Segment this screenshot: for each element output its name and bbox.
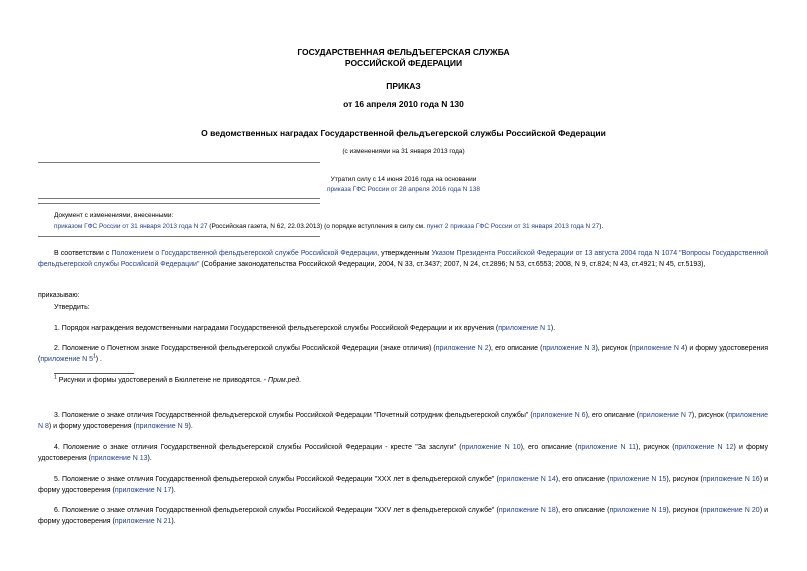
list-item: 4. Положение о знаке отличия Государственной фельдъегерской службы Российской Федерации - кресте "За заслуги" (приложение N 10), его описание (приложение N 11), рисунок (приложение N 12) и форму удостоверения (приложение N 13). <box>38 444 769 462</box>
appendix-link[interactable]: приложение N 13 <box>90 455 148 462</box>
changes-note: (с изменениями на 31 января 2013 года) <box>342 148 465 155</box>
approve-word: Утвердить: <box>54 304 90 311</box>
list-item: 5. Положение о знаке отличия Государственной фельдъегерской службы Российской Федерации "XXX лет в фельдъегерской службе" (приложение N 14), его описание (приложение N 15), рисунок (приложение N 16) и форму удостоверения (приложение N 17). <box>38 476 769 494</box>
appendix-link[interactable]: приложение N 10 <box>461 444 521 451</box>
doc-date-number: от 16 апреля 2010 года N 130 <box>343 99 464 109</box>
appendix-link[interactable]: приложение N 1 <box>498 325 551 332</box>
org-name-line2: РОССИЙСКОЙ ФЕДЕРАЦИИ <box>344 58 463 68</box>
status-line: Утратил силу с 14 июня 2016 года на основании <box>330 176 477 183</box>
list-item: 2. Положение о Почетном знаке Государственной фельдъегерской службы Российской Федерации (знаке отличия) (приложение N 2), его описание (приложение N 3), рисунок (приложение N 4) и форму удостоверения (приложение N $5^1$) . <box>38 345 769 363</box>
footnote: $^1$ Рисунки и формы удостоверений в Бюллетене не приводятся. - Прим.ред. <box>54 374 302 384</box>
footnote-divider <box>54 373 134 374</box>
appendix-link[interactable]: приложение N 5 <box>40 356 93 363</box>
divider <box>38 203 320 204</box>
appendix-link[interactable]: приложение N 17 <box>114 487 172 494</box>
doc-type: ПРИКАЗ <box>386 81 421 91</box>
divider <box>38 236 320 237</box>
appendix-link[interactable]: приложение N 6 <box>532 412 586 419</box>
appendix-link[interactable]: приложение N 20 <box>702 507 760 514</box>
appendix-link[interactable]: приложение N 8 <box>38 412 769 430</box>
doc-title: О ведомственных наградах Государственной фельдъегерской службы Российской Федерации <box>201 128 606 138</box>
appendix-link[interactable]: приложение N 16 <box>702 476 760 483</box>
appendix-link[interactable]: приложение N 15 <box>609 476 667 483</box>
repeal-order-link[interactable]: приказа ГФС России от 28 апреля 2016 года N 138 <box>327 186 480 193</box>
divider <box>38 198 320 199</box>
appendix-link[interactable]: приложение N 11 <box>577 444 636 451</box>
preamble: В соответствии с Положением о Государственной фельдъегерской службе Российской Федерации, утвержденным Указом Президента Российской Федерации от 13 августа 2004 года N 1074 "Вопросы Государственной фельдъегерской службы Российской Федерации" (Собрание законодательства Российской Федерации, 2004, N 33, ст.3437; 2007, N 24, ст.2896; N 53, ст.6553; 2008, N 9, ст.824; N 43, ст.4921; N 45, ст.5193), <box>38 250 768 268</box>
amendments-label: Документ с изменениями, внесенными: <box>54 212 174 219</box>
decree-link[interactable]: Указом Президента Российской Федерации от 13 августа 2004 года N 1074 "Вопросы Государственной фельдъегерской службы Российской Федерации" <box>38 250 768 268</box>
amendment-clause-link[interactable]: пункт 2 приказа ГФС России от 31 января 2013 года N 27 <box>426 223 600 230</box>
appendix-link[interactable]: приложение N 19 <box>609 507 667 514</box>
list-item: 6. Положение о знаке отличия Государственной фельдъегерской службы Российской Федерации "XXV лет в фельдъегерской службе" (приложение N 18), его описание (приложение N 19), рисунок (приложение N 20) и форму удостоверения (приложение N 21). <box>38 507 769 525</box>
org-name-line1: ГОСУДАРСТВЕННАЯ ФЕЛЬДЪЕГЕРСКАЯ СЛУЖБА <box>297 47 510 57</box>
appendix-link[interactable]: приложение N 4 <box>631 345 685 352</box>
amendments-text: приказом ГФС России от 31 января 2013 года N 27 (Российская газета, N 62, 22.03.2013) (о порядке вступления в силу см. пункт 2 приказа ГФС России от 31 января 2013 года N 27). <box>54 223 604 230</box>
appendix-link[interactable]: приложение N 21 <box>114 518 172 525</box>
appendix-link[interactable]: приложение N 18 <box>498 507 556 514</box>
order-word: приказываю: <box>38 292 80 299</box>
list-item: 3. Положение о знаке отличия Государственной фельдъегерской службы Российской Федерации "Почетный сотрудник фельдъегерской службы" (приложение N 6), его описание (приложение N 7), рисунок (приложение N 8) и форму удостоверения (приложение N 9). <box>38 412 769 430</box>
appendix-link[interactable]: приложение N 3 <box>542 345 596 352</box>
appendix-link[interactable]: приложение N 9 <box>135 423 189 430</box>
regulation-link[interactable]: Положением о Государственной фельдъегерской службе Российской Федерации <box>111 250 378 257</box>
footnote-ref[interactable]: 1 <box>93 353 96 360</box>
appendix-link[interactable]: приложение N 14 <box>498 476 556 483</box>
amendment-order-link[interactable]: приказом ГФС России от 31 января 2013 года N 27 <box>54 223 208 230</box>
divider <box>38 162 320 163</box>
list-item: 1. Порядок награждения ведомственными наградами Государственной фельдъегерской службы Российской Федерации и их вручения (приложение N 1). <box>54 325 556 332</box>
appendix-link[interactable]: приложение N 12 <box>674 444 734 451</box>
appendix-link[interactable]: приложение N 2 <box>435 345 489 352</box>
appendix-link[interactable]: приложение N 7 <box>639 412 692 419</box>
